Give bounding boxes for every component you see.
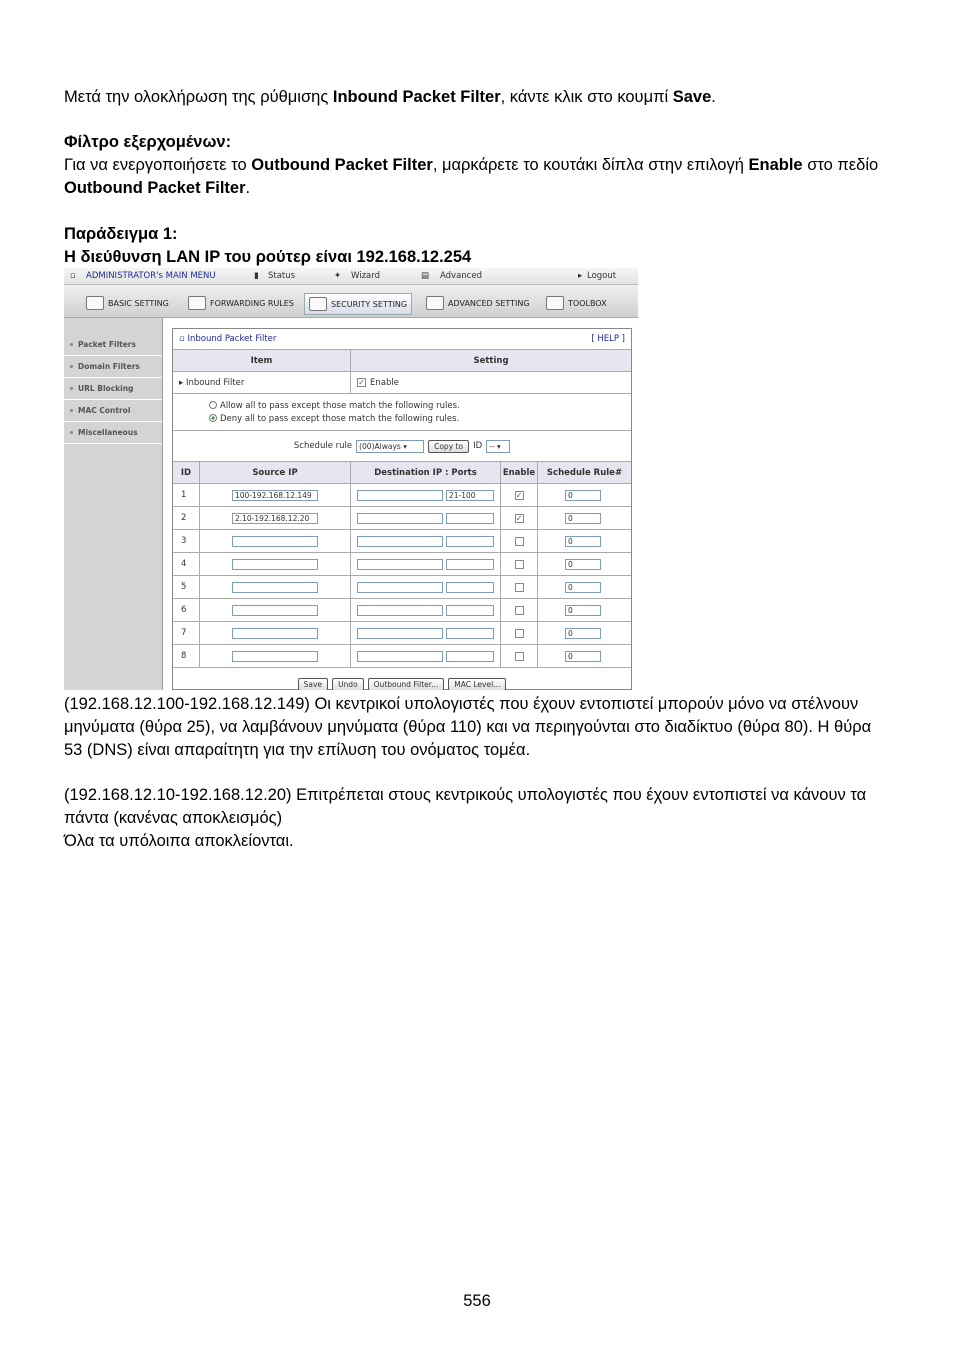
col-enable: Enable xyxy=(501,462,538,483)
source-ip-input[interactable] xyxy=(232,536,318,547)
tab-basic-setting[interactable]: BASIC SETTING xyxy=(82,293,173,313)
rule-id: 2 xyxy=(181,513,187,523)
schedule-row xyxy=(173,431,631,462)
tab-advanced-setting[interactable]: ADVANCED SETTING xyxy=(422,293,534,313)
ports-input[interactable] xyxy=(446,628,494,639)
sidebar xyxy=(64,318,163,690)
inbound-filter-panel xyxy=(172,328,632,690)
help-link[interactable]: [ HELP ] xyxy=(591,334,625,344)
sidebar-item-packet-filters[interactable]: Packet Filters xyxy=(64,334,162,356)
dest-ip-input[interactable] xyxy=(357,513,443,524)
basic-setting-icon xyxy=(86,296,104,310)
schedule-rule-input[interactable]: 0 xyxy=(565,628,601,639)
logout-link[interactable]: Logout xyxy=(587,271,617,281)
outbound-section xyxy=(64,131,894,200)
radio-allow[interactable] xyxy=(209,401,217,409)
source-ip-input[interactable] xyxy=(232,582,318,593)
chevron-down-icon: ▾ xyxy=(496,441,501,451)
arrow-icon: ▸ xyxy=(179,377,186,388)
admin-main-menu-link[interactable]: ADMINISTRATOR's MAIN MENU xyxy=(86,271,216,281)
source-ip-input[interactable]: 2.10-192.168.12.20 xyxy=(232,513,318,524)
rule-id: 6 xyxy=(181,605,187,615)
table-row xyxy=(173,645,631,668)
dest-ip-input[interactable] xyxy=(357,582,443,593)
explanation-paragraph-2: (192.168.12.10-192.168.12.20) Επιτρέπεται στους κεντρικούς υπολογιστές που έχουν εντοπιστεί να κάνουν τα πάντα (κανένας αποκλεισμός) Όλα τα υπόλοιπα αποκλείονται. xyxy=(64,786,867,850)
radio-deny[interactable] xyxy=(209,414,217,422)
panel-title: Inbound Packet Filter xyxy=(187,334,277,344)
router-screenshot xyxy=(64,268,638,690)
bullet-icon xyxy=(70,431,73,434)
sidebar-item-domain-filters[interactable]: Domain Filters xyxy=(64,356,162,378)
undo-button[interactable]: Undo xyxy=(332,678,364,691)
col-item: Item xyxy=(173,350,351,371)
ports-input[interactable] xyxy=(446,651,494,662)
rule-enable-checkbox[interactable] xyxy=(515,629,524,638)
top-menu-bar xyxy=(64,268,638,285)
col-id: ID xyxy=(173,462,200,483)
rule-enable-checkbox[interactable] xyxy=(515,583,524,592)
table-row xyxy=(173,484,631,507)
forwarding-icon xyxy=(188,296,206,310)
bullet-icon xyxy=(70,387,73,390)
sidebar-item-url-blocking[interactable]: URL Blocking xyxy=(64,378,162,400)
security-icon xyxy=(309,297,327,311)
radio-deny-option[interactable]: Deny all to pass except those match the following rules. xyxy=(209,414,459,424)
advanced-link[interactable]: Advanced xyxy=(440,271,482,281)
tab-security-setting[interactable]: SECURITY SETTING xyxy=(304,293,412,315)
rule-id: 8 xyxy=(181,651,187,661)
schedule-rule-input[interactable]: 0 xyxy=(565,605,601,616)
panel-icon: ▫ xyxy=(179,334,188,344)
schedule-rule-input[interactable]: 0 xyxy=(565,513,601,524)
dest-ip-input[interactable] xyxy=(357,490,443,501)
toolbox-icon xyxy=(546,296,564,310)
example-heading: Παράδειγμα 1: Η διεύθυνση LAN IP του ρούτερ είναι 192.168.12.254 xyxy=(64,225,472,266)
rule-enable-checkbox[interactable] xyxy=(515,537,524,546)
ports-input[interactable]: 21-100 xyxy=(446,490,494,501)
advanced-setting-icon xyxy=(426,296,444,310)
rule-enable-checkbox[interactable] xyxy=(515,652,524,661)
inbound-filter-row xyxy=(173,372,631,394)
wizard-link[interactable]: Wizard xyxy=(351,271,380,281)
col-source-ip: Source IP xyxy=(200,462,351,483)
outbound-filter-button[interactable]: Outbound Filter... xyxy=(368,678,445,691)
table-row xyxy=(173,530,631,553)
section-paragraph: Για να ενεργοποιήσετε το Outbound Packet Filter, μαρκάρετε το κουτάκι δίπλα στην επιλογή Enable στο πεδίο Outbound Packet Filter. xyxy=(64,156,879,197)
rule-enable-checkbox[interactable]: ✓ xyxy=(515,513,523,523)
tab-toolbox[interactable]: TOOLBOX xyxy=(542,293,611,313)
col-destination: Destination IP : Ports xyxy=(351,462,501,483)
status-link[interactable]: Status xyxy=(268,271,296,281)
table-row xyxy=(173,599,631,622)
rule-enable-checkbox[interactable] xyxy=(515,606,524,615)
rule-id: 3 xyxy=(181,536,187,546)
schedule-rule-label: Schedule rule xyxy=(293,441,353,451)
schedule-select[interactable]: (00)Always ▾ xyxy=(356,440,424,453)
button-row xyxy=(173,668,631,690)
table-row xyxy=(173,622,631,645)
schedule-rule-input[interactable]: 0 xyxy=(565,490,601,501)
save-button[interactable]: Save xyxy=(298,678,328,691)
bullet-icon xyxy=(70,409,73,412)
rules-header xyxy=(173,462,631,484)
rule-enable-checkbox[interactable] xyxy=(515,560,524,569)
wizard-icon: ✦ xyxy=(334,271,342,281)
dest-ip-input[interactable] xyxy=(357,536,443,547)
table-row xyxy=(173,553,631,576)
radio-allow-option[interactable]: Allow all to pass except those match the following rules. xyxy=(209,401,460,411)
dest-ip-input[interactable] xyxy=(357,559,443,570)
intro-paragraph: Μετά την ολοκλήρωση της ρύθμισης Inbound Packet Filter, κάντε κλικ στο κουμπί Save. xyxy=(64,88,716,106)
dest-ip-input[interactable] xyxy=(357,605,443,616)
tab-forwarding-rules[interactable]: FORWARDING RULES xyxy=(184,293,298,313)
source-ip-input[interactable] xyxy=(232,605,318,616)
source-ip-input[interactable] xyxy=(232,628,318,639)
ports-input[interactable] xyxy=(446,513,494,524)
rule-id: 5 xyxy=(181,582,187,592)
table-row xyxy=(173,576,631,599)
source-ip-input[interactable]: 100-192.168.12.149 xyxy=(232,490,318,501)
item-setting-header xyxy=(173,350,631,372)
page-number: 556 xyxy=(463,1292,491,1310)
col-setting: Setting xyxy=(351,350,631,371)
rule-id: 1 xyxy=(181,490,187,500)
source-ip-input[interactable] xyxy=(232,559,318,570)
dest-ip-input[interactable] xyxy=(357,628,443,639)
dest-ip-input[interactable] xyxy=(357,651,443,662)
ports-input[interactable] xyxy=(446,559,494,570)
mac-level-button[interactable]: MAC Level... xyxy=(448,678,506,691)
sidebar-item-miscellaneous[interactable]: Miscellaneous xyxy=(64,422,162,444)
policy-radios xyxy=(173,394,631,431)
source-ip-input[interactable] xyxy=(232,651,318,662)
schedule-rule-input[interactable]: 0 xyxy=(565,536,601,547)
rule-id: 7 xyxy=(181,628,187,638)
tab-bar xyxy=(64,285,638,318)
sidebar-item-mac-control[interactable]: MAC Control xyxy=(64,400,162,422)
rule-enable-checkbox[interactable]: ✓ xyxy=(515,490,523,500)
menu-icon: ▫ xyxy=(70,271,76,281)
schedule-rule-input[interactable]: 0 xyxy=(565,582,601,593)
rules-body xyxy=(173,484,631,668)
table-row xyxy=(173,507,631,530)
schedule-rule-input[interactable]: 0 xyxy=(565,651,601,662)
id-select[interactable]: -- ▾ xyxy=(486,440,510,453)
explanation-paragraph-1: (192.168.12.100-192.168.12.149) Οι κεντρικοί υπολογιστές που έχουν εντοπιστεί μπορούν μόνο να στέλνουν μηνύματα (θύρα 25), να λαμβάνουν μηνύματα (θύρα 110) και να περιηγούνται στο διαδίκτυο (θύρα 80). Η θύρα 53 (DNS) είναι απαραίτητη για την επίλυση του ονόματος τομέα. xyxy=(64,695,872,759)
logout-arrow-icon: ▸ xyxy=(578,271,583,281)
inbound-filter-label: Inbound Filter xyxy=(185,377,245,388)
copy-to-button[interactable]: Copy to xyxy=(428,440,469,453)
bullet-icon xyxy=(70,343,73,346)
rule-id: 4 xyxy=(181,559,187,569)
advanced-icon: ▤ xyxy=(421,271,430,281)
bullet-icon xyxy=(70,365,73,368)
enable-label: Enable xyxy=(370,377,399,388)
col-schedule: Schedule Rule# xyxy=(538,462,631,483)
schedule-rule-input[interactable]: 0 xyxy=(565,559,601,570)
panel-header xyxy=(173,329,631,350)
chevron-down-icon: ▾ xyxy=(403,441,407,451)
ports-input[interactable] xyxy=(446,605,494,616)
status-icon: ▮ xyxy=(254,271,259,281)
enable-checkbox[interactable]: ✓ xyxy=(358,378,365,387)
ports-input[interactable] xyxy=(446,536,494,547)
section-title: Φίλτρο εξερχομένων: xyxy=(64,133,232,151)
ports-input[interactable] xyxy=(446,582,494,593)
id-label: ID xyxy=(473,441,483,451)
